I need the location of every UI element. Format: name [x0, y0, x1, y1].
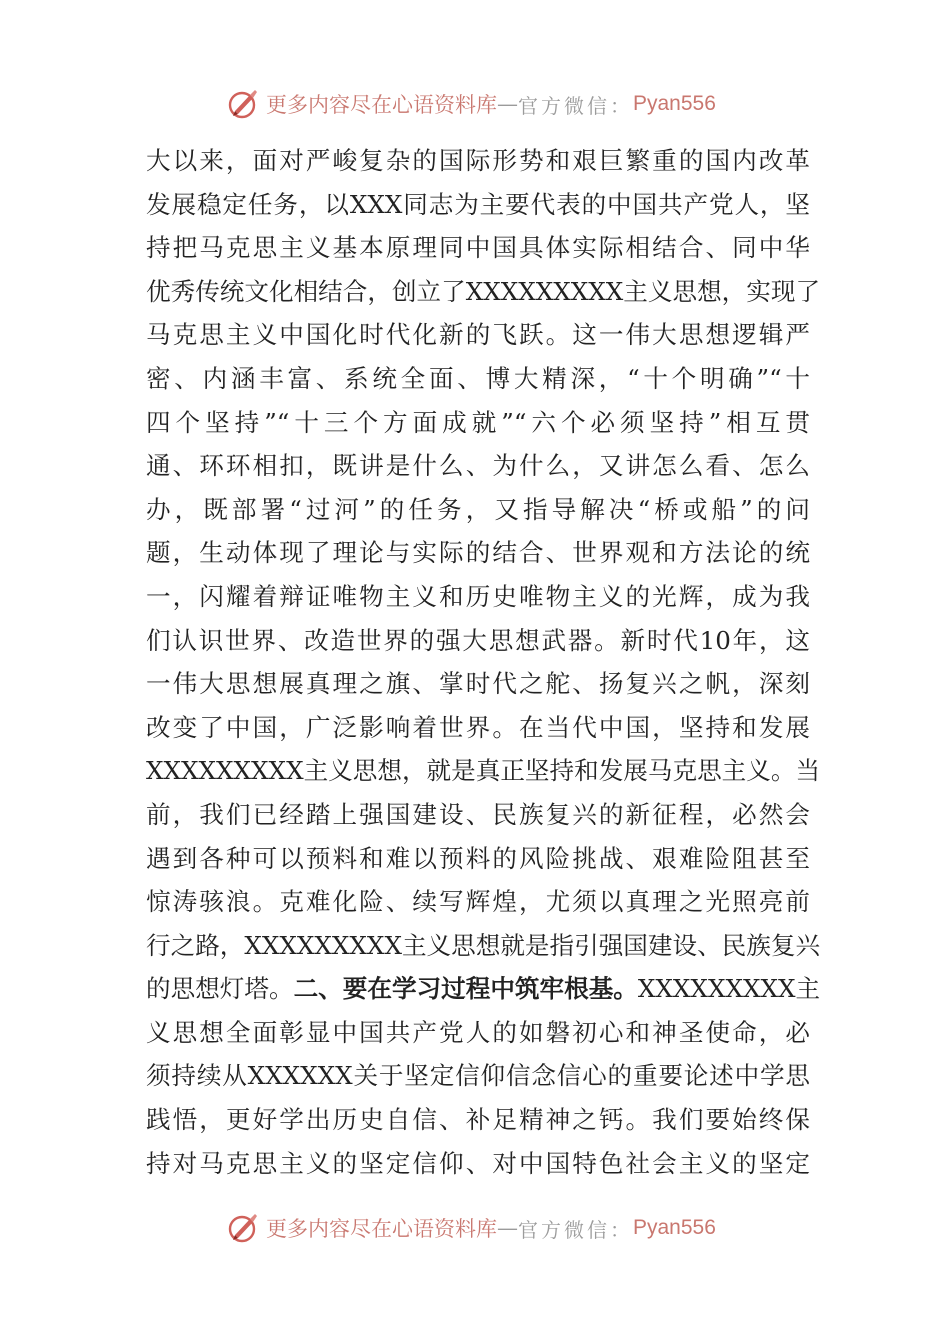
text-line: 践悟，更好学出历史自信、补足精神之钙。我们要始终保 — [146, 1105, 810, 1135]
text-line: 惊涛骇浪。克难化险、续写辉煌，尤须以真理之光照亮前 — [146, 887, 810, 917]
text-segment: XXXXXXXXX主 — [637, 974, 821, 1004]
text-line: 们认识世界、改造世界的强大思想武器。新时代10年，这 — [146, 625, 810, 655]
footer-banner — [226, 1208, 786, 1248]
banner-dash: — — [497, 92, 518, 116]
text-line: 通、环环相扣，既讲是什么、为什么，又讲怎么看、怎么 — [146, 451, 810, 481]
banner-main-text: 更多内容尽在心语资料库 — [266, 1217, 497, 1241]
text-line: 密、内涵丰富、系统全面、博大精深，“十个明确”“十 — [146, 363, 810, 393]
text-line: 持对马克思主义的坚定信仰、对中国特色社会主义的坚定 — [146, 1148, 810, 1178]
text-line: 办，既部署“过河”的任务，又指导解决“桥或船”的问 — [146, 494, 810, 524]
pen-logo-icon — [226, 87, 260, 121]
body-text — [146, 139, 821, 1185]
text-line: 四个坚持”“十三个方面成就”“六个必须坚持”相互贯 — [146, 407, 810, 437]
banner-wechat-id: Pyan556 — [633, 92, 716, 115]
text-line: 须持续从XXXXXX关于坚定信仰信念信心的重要论述中学思 — [146, 1061, 810, 1091]
banner-dash: — — [497, 1216, 518, 1240]
text-line: 遇到各种可以预料和难以预料的风险挑战、艰难险阻甚至 — [146, 843, 810, 873]
banner-wechat-id: Pyan556 — [633, 1216, 716, 1239]
text-line-with-heading — [146, 967, 821, 1011]
text-line: 持把马克思主义基本原理同中国具体实际相结合、同中华 — [146, 233, 810, 263]
section-heading: 二、要在学习过程中筑牢根基。 — [293, 974, 638, 1004]
text-line: 义思想全面彰显中国共产党人的如磐初心和神圣使命，必 — [146, 1017, 810, 1047]
pen-logo-icon — [226, 1211, 260, 1245]
text-line: 改变了中国，广泛影响着世界。在当代中国，坚持和发展 — [146, 712, 810, 742]
text-line: 行之路，XXXXXXXXX主义思想就是指引强国建设、民族复兴 — [146, 930, 821, 960]
header-banner — [226, 84, 786, 124]
text-line: 发展稳定任务，以XXX同志为主要代表的中国共产党人，坚 — [146, 189, 810, 219]
text-line: 一，闪耀着辩证唯物主义和历史唯物主义的光辉，成为我 — [146, 581, 810, 611]
text-line: 优秀传统文化相结合，创立了XXXXXXXXX主义思想，实现了 — [146, 276, 821, 306]
text-segment: 的思想灯塔。 — [146, 974, 294, 1004]
text-line: XXXXXXXXX主义思想，就是真正坚持和发展马克思主义。当 — [146, 756, 821, 786]
banner-label: 官方微信： — [518, 93, 633, 118]
text-line: 前，我们已经踏上强国建设、民族复兴的新征程，必然会 — [146, 799, 810, 829]
banner-main-text: 更多内容尽在心语资料库 — [266, 93, 497, 117]
text-line: 题，生动体现了理论与实际的结合、世界观和方法论的统 — [146, 538, 810, 568]
text-line: 大以来，面对严峻复杂的国际形势和艰巨繁重的国内改革 — [146, 146, 810, 175]
banner-label: 官方微信： — [518, 1217, 633, 1242]
text-line: 马克思主义中国化时代化新的飞跃。这一伟大思想逻辑严 — [146, 320, 810, 350]
text-line: 一伟大思想展真理之旗、掌时代之舵、扬复兴之帆，深刻 — [146, 669, 810, 699]
